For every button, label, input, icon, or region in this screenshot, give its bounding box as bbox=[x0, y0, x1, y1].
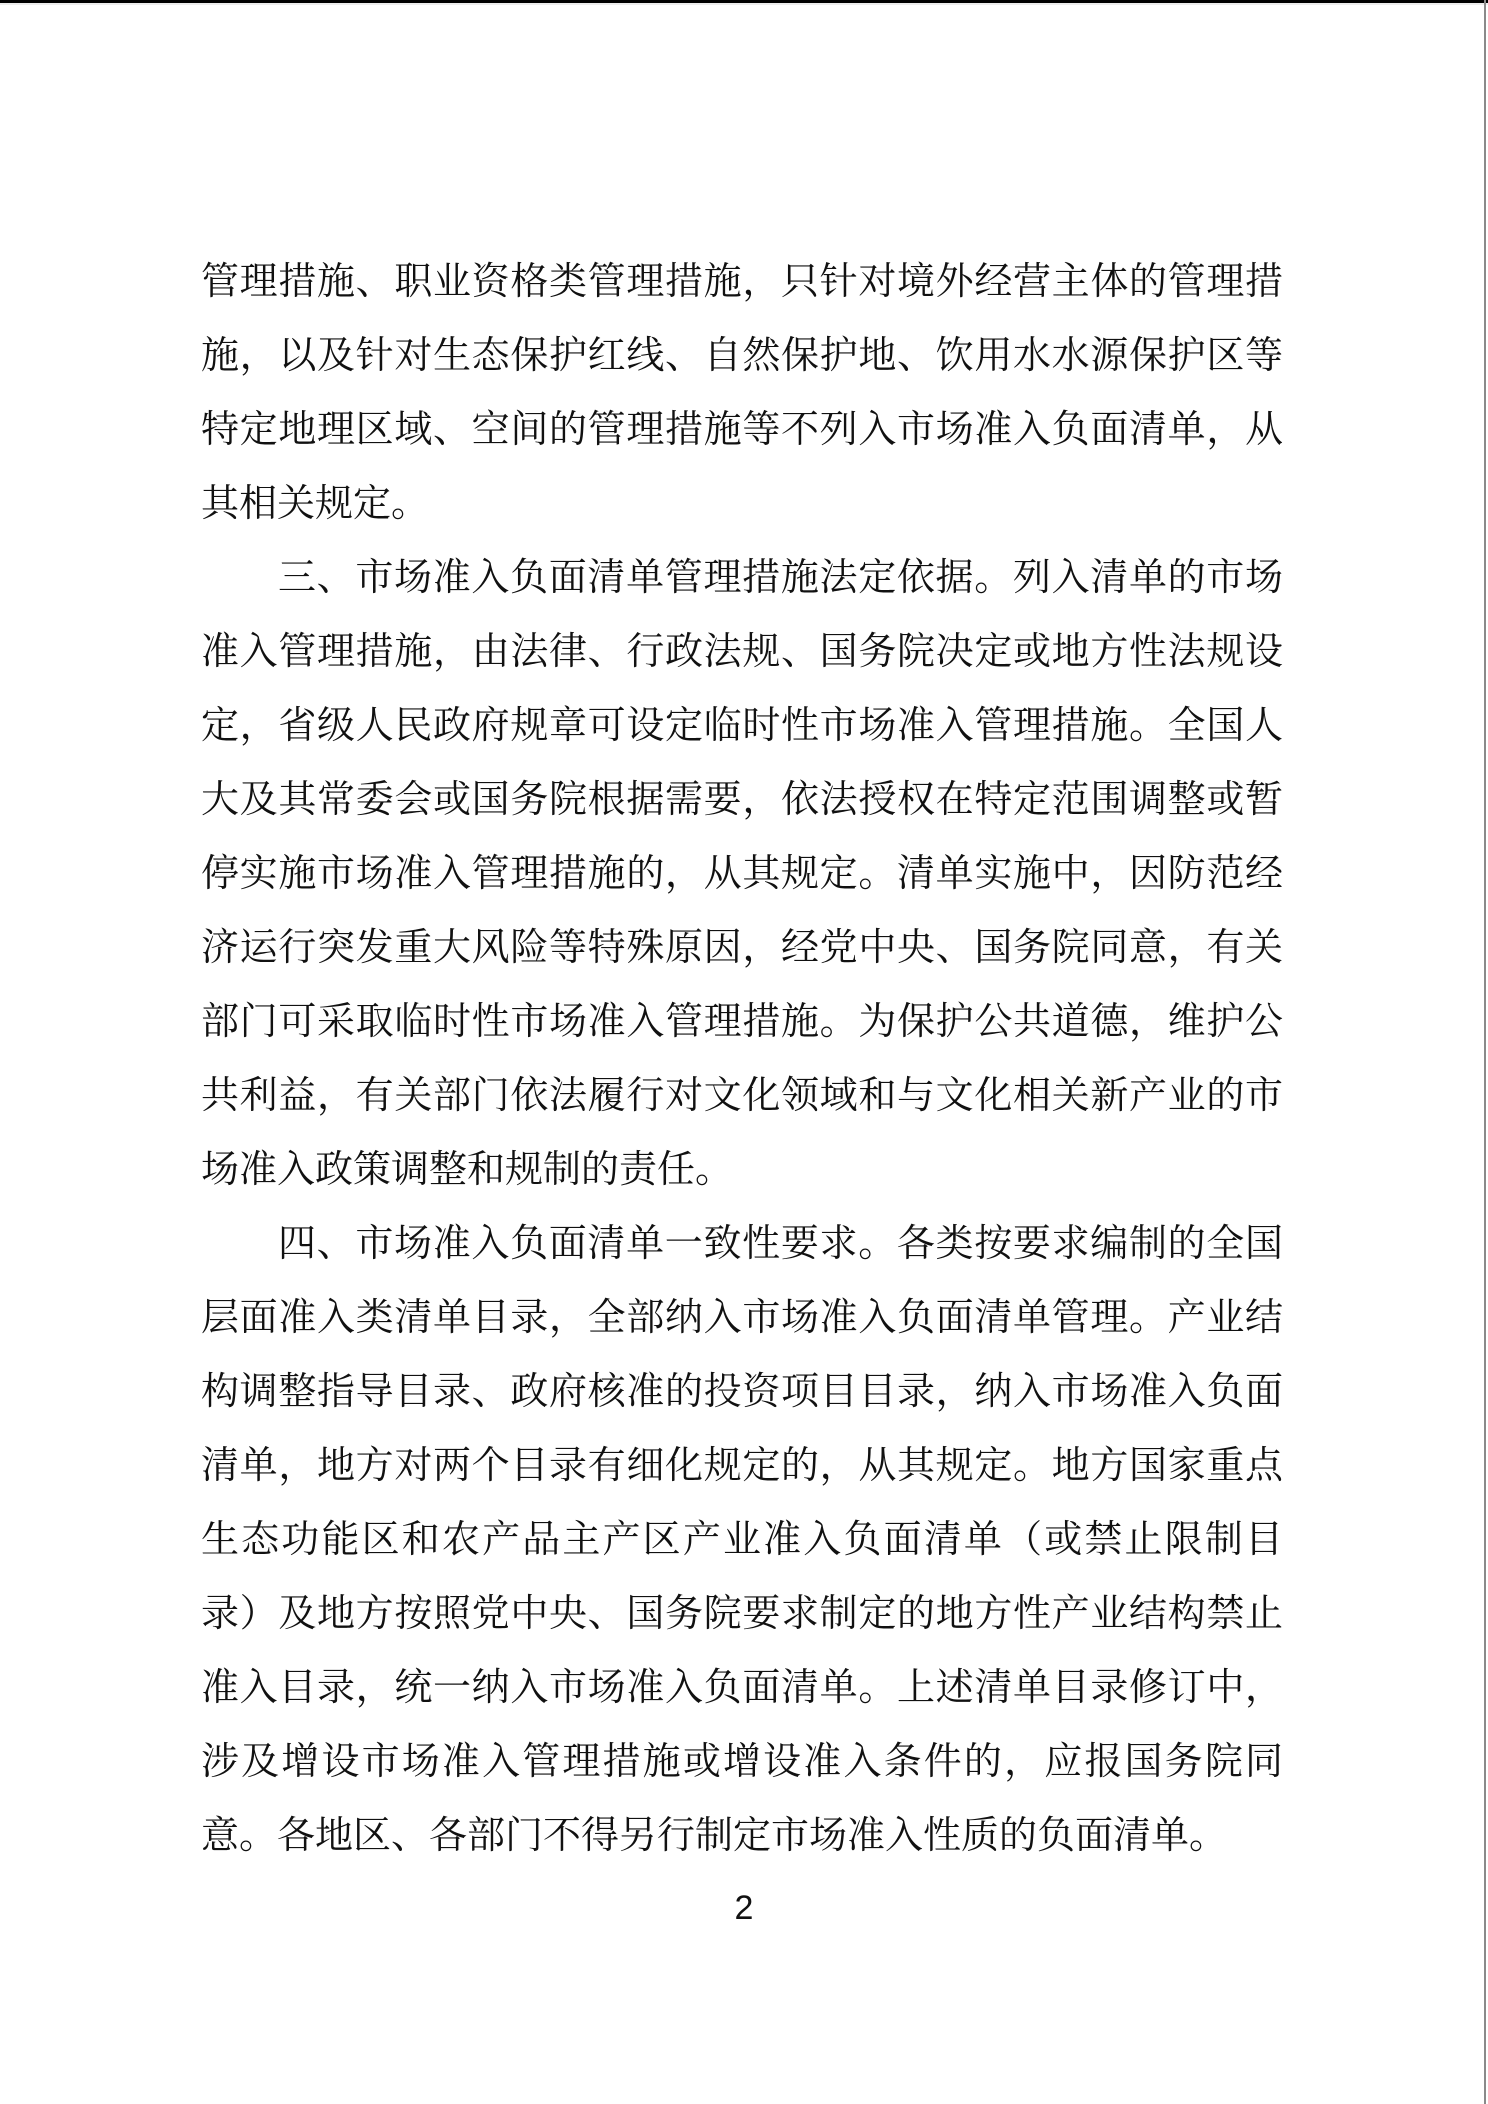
page-top-edge bbox=[0, 0, 1488, 3]
text-line: 停实施市场准入管理措施的，从其规定。清单实施中，因防范经 bbox=[201, 853, 1283, 895]
text-line: 四、市场准入负面清单一致性要求。各类按要求编制的全国 bbox=[278, 1223, 1283, 1265]
text-line: 施，以及针对生态保护红线、自然保护地、饮用水水源保护区等 bbox=[201, 335, 1283, 377]
text-line: 其相关规定。 bbox=[201, 483, 430, 525]
document-body bbox=[201, 245, 1283, 1873]
text-line: 场准入政策调整和规制的责任。 bbox=[201, 1149, 734, 1191]
text-line: 特定地理区域、空间的管理措施等不列入市场准入负面清单，从 bbox=[201, 409, 1283, 451]
text-line: 三、市场准入负面清单管理措施法定依据。列入清单的市场 bbox=[278, 557, 1283, 599]
text-line: 清单，地方对两个目录有细化规定的，从其规定。地方国家重点 bbox=[201, 1445, 1283, 1487]
text-line: 管理措施、职业资格类管理措施，只针对境外经营主体的管理措 bbox=[201, 261, 1283, 303]
text-line: 准入管理措施，由法律、行政法规、国务院决定或地方性法规设 bbox=[201, 631, 1283, 673]
text-line: 层面准入类清单目录，全部纳入市场准入负面清单管理。产业结 bbox=[201, 1297, 1283, 1339]
text-line: 涉及增设市场准入管理措施或增设准入条件的，应报国务院同 bbox=[201, 1741, 1283, 1783]
text-line: 准入目录，统一纳入市场准入负面清单。上述清单目录修订中， bbox=[201, 1667, 1283, 1709]
text-line: 济运行突发重大风险等特殊原因，经党中央、国务院同意，有关 bbox=[201, 927, 1283, 969]
text-line: 大及其常委会或国务院根据需要，依法授权在特定范围调整或暂 bbox=[201, 779, 1283, 821]
text-line: 构调整指导目录、政府核准的投资项目目录，纳入市场准入负面 bbox=[201, 1371, 1283, 1413]
text-line: 部门可采取临时性市场准入管理措施。为保护公共道德，维护公 bbox=[201, 1001, 1283, 1043]
text-line: 共利益，有关部门依法履行对文化领域和与文化相关新产业的市 bbox=[201, 1075, 1283, 1117]
text-line: 生态功能区和农产品主产区产业准入负面清单（或禁止限制目 bbox=[201, 1519, 1283, 1561]
text-line: 意。各地区、各部门不得另行制定市场准入性质的负面清单。 bbox=[201, 1815, 1228, 1857]
text-line: 定，省级人民政府规章可设定临时性市场准入管理措施。全国人 bbox=[201, 705, 1283, 747]
text-line: 录）及地方按照党中央、国务院要求制定的地方性产业结构禁止 bbox=[201, 1593, 1283, 1635]
page-right-edge bbox=[1484, 0, 1486, 2104]
page-number: 2 bbox=[734, 1889, 754, 1927]
